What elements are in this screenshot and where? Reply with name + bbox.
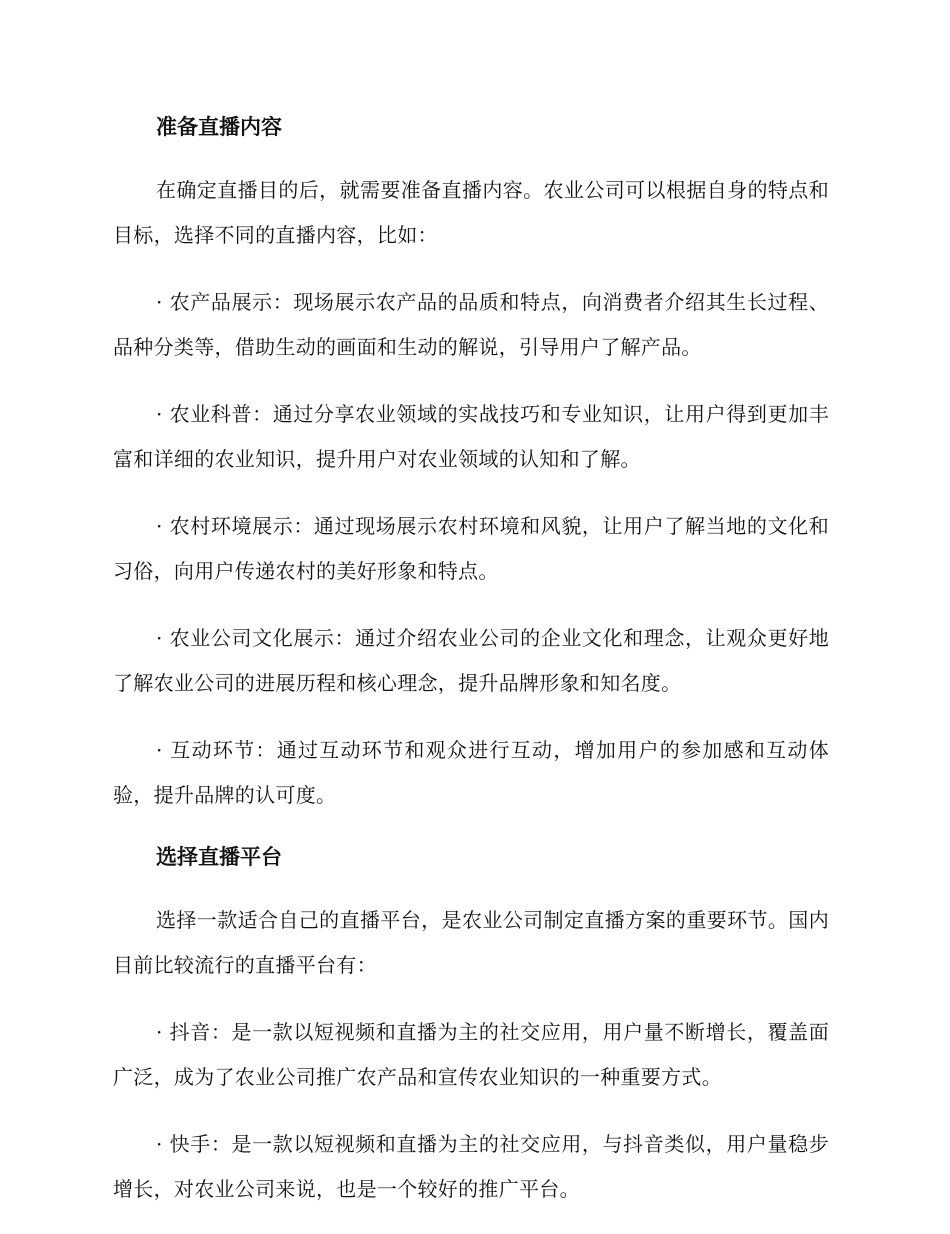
section-intro: 选择一款适合自己的直播平台，是农业公司制定直播方案的重要环节。国内目前比较流行的直播平台有： — [113, 908, 829, 977]
list-item-kuaishou: · 快手：是一款以短视频和直播为主的社交应用，与抖音类似，用户量稳步增长，对农业公司来说，也是一个较好的推广平台。 — [113, 1132, 829, 1201]
list-item-company-culture: · 农业公司文化展示：通过介绍农业公司的企业文化和理念，让观众更好地了解农业公司的进展历程和核心理念，提升品牌形象和知名度。 — [113, 626, 829, 695]
list-item-product-showcase: · 农产品展示：现场展示农产品的品质和特点，向消费者介绍其生长过程、品种分类等，借助生动的画面和生动的解说，引导用户了解产品。 — [113, 290, 829, 359]
section-heading: 准备直播内容 — [156, 115, 282, 139]
section-live-platform — [113, 840, 829, 1212]
list-item-interaction: · 互动环节：通过互动环节和观众进行互动，增加用户的参加感和互动体验，提升品牌的认可度。 — [113, 738, 829, 807]
list-item-agri-science: · 农业科普：通过分享农业领域的实战技巧和专业知识，让用户得到更加丰富和详细的农业知识，提升用户对农业领域的认知和了解。 — [113, 402, 829, 471]
section-live-content — [113, 110, 829, 818]
section-intro: 在确定直播目的后，就需要准备直播内容。农业公司可以根据自身的特点和目标，选择不同的直播内容，比如： — [113, 178, 829, 247]
list-item-douyin: · 抖音：是一款以短视频和直播为主的社交应用，用户量不断增长，覆盖面广泛，成为了农业公司推广农产品和宣传农业知识的一种重要方式。 — [113, 1020, 829, 1089]
document-body — [113, 110, 829, 1234]
section-heading: 选择直播平台 — [156, 845, 282, 869]
list-item-rural-environment: · 农村环境展示：通过现场展示农村环境和风貌，让用户了解当地的文化和习俗，向用户传递农村的美好形象和特点。 — [113, 514, 829, 583]
